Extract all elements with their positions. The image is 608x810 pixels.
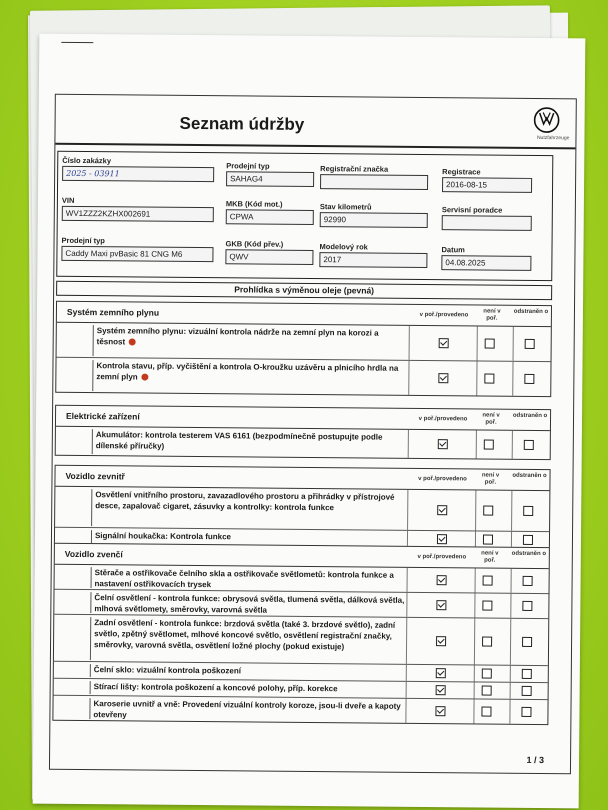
engine-code-field	[226, 199, 314, 225]
checkbox-not-ok[interactable]	[482, 669, 492, 679]
model-type-label: Prodejní typ	[61, 235, 105, 246]
checklist-item-text	[92, 429, 406, 457]
registration-plate-value	[320, 174, 428, 190]
checklist-section	[55, 301, 552, 397]
page-number: 1 / 3	[526, 754, 545, 766]
column-divider	[406, 682, 407, 698]
checkbox-not-ok[interactable]	[482, 601, 492, 611]
registration-date-value: 2016-08-15	[442, 177, 532, 193]
checklist-row	[56, 358, 550, 396]
checklist-item-label: Kontrola stavu, příp. vyčištění a kontrola O-kroužku uzávěru a plnicího hrdla na zemní plyn	[96, 361, 399, 382]
gearbox-code-field	[225, 239, 313, 265]
checklist-row	[57, 323, 551, 362]
document-title: Seznam údržby	[179, 113, 305, 134]
red-stamp-icon	[142, 374, 149, 381]
order-number-field	[62, 156, 214, 182]
checkbox-not-ok[interactable]	[481, 707, 491, 717]
checklist-item-label: Čelní osvětlení - kontrola funkce: obrysová světla, tlumená světla, dálková světla, mlhová světlomety, směrovky, varovná světla	[94, 593, 405, 615]
checkbox-fixed[interactable]	[522, 669, 532, 679]
column-divider	[512, 431, 513, 459]
vehicle-info-box	[56, 151, 553, 281]
section-title: Elektrické zařízení	[65, 410, 140, 422]
gearbox-code-label: GKB (Kód přev.)	[225, 239, 284, 249]
checklist-item-text	[90, 681, 404, 697]
gearbox-code-value: QWV	[225, 249, 313, 265]
checkbox-done[interactable]	[436, 636, 446, 646]
checklist-item-label: Stěrače a ostřikovače čelního skla a ostřikovače světlometů: kontrola funkce a nastavení ostřikovacích trysek	[94, 568, 394, 590]
column-divider	[510, 666, 511, 682]
service-advisor-label: Servisní poradce	[441, 205, 503, 215]
checkbox-not-ok[interactable]	[483, 506, 493, 516]
checkbox-fixed[interactable]	[524, 440, 534, 450]
document-frame	[49, 94, 577, 775]
column-divider	[406, 618, 407, 664]
red-stamp-icon	[129, 339, 136, 346]
checkbox-done[interactable]	[435, 706, 445, 716]
column-divider	[512, 362, 513, 396]
vw-logo-icon	[534, 107, 560, 133]
column-header-not-ok: není v poř.	[481, 472, 500, 486]
sales-type-field	[226, 161, 314, 187]
checkbox-not-ok[interactable]	[484, 440, 494, 450]
order-number-value: 2025 - 03911	[62, 166, 214, 182]
inspection-title: Prohlídka s výměnou oleje (pevná)	[56, 281, 552, 300]
checkbox-fixed[interactable]	[525, 339, 535, 349]
column-divider	[475, 490, 476, 530]
checkbox-done[interactable]	[437, 575, 447, 585]
checkbox-fixed[interactable]	[521, 707, 531, 717]
checklist-row	[53, 696, 547, 724]
checklist-item-label: Karoserie uvnitř a vně: Provedení vizuální kontroly koroze, jsou-li dveře a kapoty otevřeny	[93, 699, 401, 720]
model-type-value: Caddy Maxi pvBasic 81 CNG M6	[61, 246, 213, 262]
checkbox-done[interactable]	[438, 373, 448, 383]
section-title: Vozidlo zevnitř	[65, 470, 125, 482]
checklist-row	[56, 427, 550, 459]
model-year-field	[319, 242, 427, 268]
checklist-item-text	[93, 325, 407, 359]
header-divider	[55, 143, 575, 150]
column-divider	[405, 699, 406, 723]
mileage-field	[320, 202, 428, 228]
service-advisor-value	[442, 215, 532, 231]
registration-date-field	[442, 167, 532, 193]
checkbox-fixed[interactable]	[523, 576, 533, 586]
checklist-row	[55, 487, 549, 532]
column-divider	[476, 430, 477, 458]
engine-code-label: MKB (Kód mot.)	[225, 199, 283, 209]
checkbox-fixed[interactable]	[522, 686, 532, 696]
model-year-value: 2017	[319, 252, 427, 268]
checklist-row	[54, 615, 548, 666]
column-header-done: v poř./provedeno	[417, 553, 467, 561]
column-divider	[474, 682, 475, 698]
section-title: Vozidlo zvenčí	[64, 548, 123, 560]
column-divider	[510, 619, 511, 665]
column-divider	[477, 326, 478, 360]
checkbox-not-ok[interactable]	[484, 374, 494, 384]
checklist-item-text	[90, 617, 404, 663]
checkbox-done[interactable]	[436, 685, 446, 695]
column-divider	[475, 568, 476, 592]
vin-value: WV1ZZZ2KZHX002691	[62, 206, 214, 222]
date-label: Datum	[441, 245, 465, 255]
checkbox-not-ok[interactable]	[485, 339, 495, 349]
column-divider	[406, 593, 407, 617]
order-number-label: Číslo zakázky	[62, 155, 112, 166]
checkbox-done[interactable]	[437, 534, 447, 544]
checklist-item-text	[92, 360, 406, 394]
column-divider	[407, 531, 408, 547]
checkbox-done[interactable]	[436, 600, 446, 610]
checkbox-done[interactable]	[439, 338, 449, 348]
column-divider	[513, 327, 514, 361]
checklist-item-label: Akumulátor: kontrola testerem VAS 6161 (bezpodmínečně postupujte podle dílenské příručky)	[95, 430, 383, 451]
sales-type-value: SAHAG4	[226, 171, 314, 187]
vin-label: VIN	[61, 195, 75, 205]
column-divider	[510, 594, 511, 618]
column-header-fixed: odstraněn o	[511, 550, 547, 558]
column-divider	[408, 361, 409, 395]
column-divider	[475, 531, 476, 547]
column-divider	[511, 491, 512, 531]
column-header-done: v poř./provedeno	[419, 311, 469, 319]
checkbox-fixed[interactable]	[524, 374, 534, 384]
column-divider	[408, 430, 409, 458]
checklist-section	[52, 543, 550, 725]
registration-plate-label: Registrační značka	[320, 164, 389, 174]
column-divider	[474, 618, 475, 664]
column-divider	[407, 490, 408, 530]
column-divider	[509, 700, 510, 724]
checklist-section	[55, 405, 551, 460]
column-divider	[511, 569, 512, 593]
service-advisor-field	[442, 205, 532, 231]
column-header-fixed: odstraněn o	[513, 308, 549, 316]
checkbox-not-ok[interactable]	[482, 637, 492, 647]
checklist-item-label: Systém zemního plynu: vizuální kontrola nádrže na zemní plyn na korozi a těsnost	[96, 326, 379, 347]
checkbox-fixed[interactable]	[523, 535, 533, 545]
checklist-item-label: Osvětlení vnitřního prostoru, zavazadlového prostoru a přihrádky v přístrojové desce, zapalovač cigaret, zásuvky a kontrolky: kontrola funkce	[95, 490, 395, 513]
checkbox-not-ok[interactable]	[482, 686, 492, 696]
column-divider	[474, 665, 475, 681]
checkbox-done[interactable]	[436, 668, 446, 678]
document-sheet	[33, 34, 586, 809]
checklist-item-text	[90, 664, 404, 680]
checkbox-not-ok[interactable]	[483, 535, 493, 545]
date-field	[441, 245, 531, 271]
column-header-fixed: odstraněn o	[512, 412, 548, 420]
column-header-not-ok: není v poř.	[481, 550, 499, 564]
checklist-item-label: Čelní sklo: vizuální kontrola poškození	[93, 665, 241, 676]
column-divider	[510, 683, 511, 699]
column-divider	[473, 699, 474, 723]
model-year-label: Modelový rok	[319, 242, 368, 252]
checklist-section	[54, 465, 551, 549]
column-header-fixed: odstraněn o	[512, 472, 547, 480]
column-divider	[511, 532, 512, 548]
checklist-item-text	[90, 592, 404, 616]
checklist-item-text	[91, 567, 405, 591]
column-divider	[476, 361, 477, 395]
checklist-item-label: Signální houkačka: Kontrola funkce	[94, 531, 232, 542]
checklist-item-text	[91, 489, 405, 529]
column-divider	[474, 593, 475, 617]
sales-type-label: Prodejní typ	[226, 161, 270, 171]
section-title: Systém zemního plynu	[66, 306, 160, 318]
column-header-not-ok: není v poř.	[483, 308, 501, 322]
column-divider	[406, 665, 407, 681]
checkbox-not-ok[interactable]	[483, 576, 493, 586]
registration-date-label: Registrace	[442, 167, 481, 177]
pen-mark	[61, 42, 93, 43]
column-divider	[407, 568, 408, 592]
checklist-item-label: Zadní osvětlení - kontrola funkce: brzdová světla (také 3. brzdové světlo), zadní světlo, zpětný světlomet, mlhové koncové světlo, osvětlení registrační značky, směrovky, varovná světla, osvětlení ložné plochy (pokud existuje)	[94, 618, 396, 652]
model-type-field	[61, 236, 213, 262]
checkbox-fixed[interactable]	[522, 637, 532, 647]
mileage-label: Stav kilometrů	[319, 202, 372, 212]
checkbox-done[interactable]	[438, 439, 448, 449]
mileage-value: 92990	[320, 212, 428, 228]
checkbox-fixed[interactable]	[523, 506, 533, 516]
date-value: 04.08.2025	[441, 255, 531, 271]
checklist-item-text	[89, 698, 403, 722]
brand-subtitle: Nutzfahrzeuge	[536, 134, 570, 142]
column-divider	[409, 326, 410, 360]
registration-plate-field	[320, 164, 428, 190]
column-header-done: v poř./provedeno	[418, 475, 467, 483]
column-header-done: v poř./provedeno	[418, 415, 468, 423]
engine-code-value: CPWA	[226, 209, 314, 225]
vin-field	[62, 196, 214, 222]
checklist-item-label: Stírací lišty: kontrola poškození a koncové polohy, příp. korekce	[93, 682, 338, 694]
checkbox-fixed[interactable]	[522, 601, 532, 611]
column-header-not-ok: není v poř.	[482, 412, 500, 426]
checkbox-done[interactable]	[437, 505, 447, 515]
